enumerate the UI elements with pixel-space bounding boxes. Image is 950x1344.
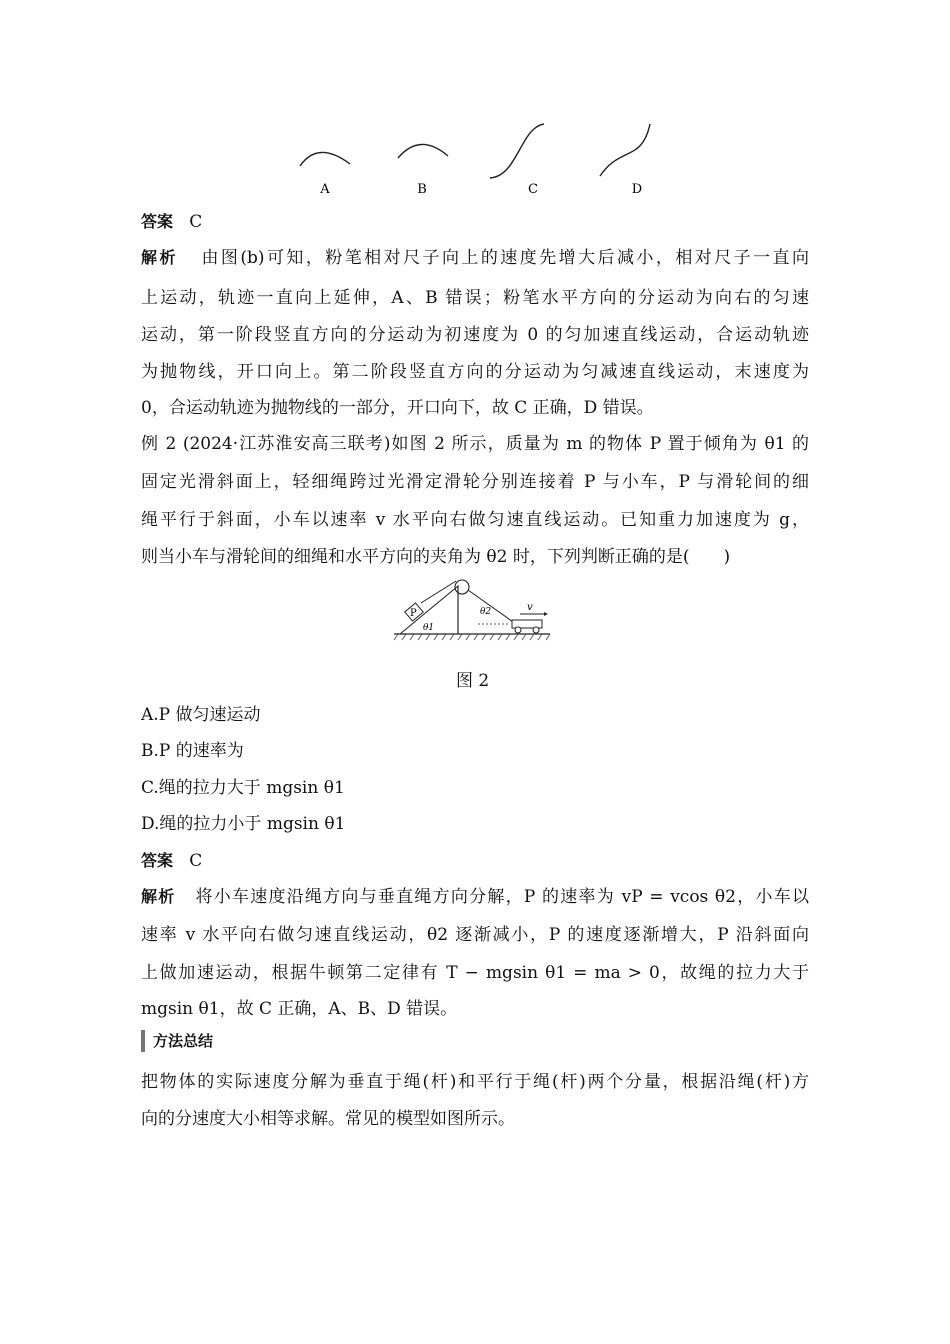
analysis-text: 将小车速度沿绳方向与垂直绳方向分解，P 的速率为 vP = vcos θ2，小车以	[195, 887, 809, 907]
example2-analysis-line-2: 速率 v 水平向右做匀速直线运动，θ2 逐渐减小，P 的速度逐渐增大，P 沿斜面向	[141, 925, 809, 945]
q1-analysis-line-3: 运动，第一阶段竖直方向的分运动为初速度为 0 的匀加速直线运动，合运动轨迹	[141, 325, 809, 345]
example2-answer	[141, 849, 813, 873]
method-line-1: 把物体的实际速度分解为垂直于绳(杆)和平行于绳(杆)两个分量，根据沿绳(杆)方	[141, 1072, 809, 1092]
curve-b	[398, 144, 448, 158]
answer-label: 答案	[141, 851, 174, 870]
example2-analysis-line-3: 上做加速运动，根据牛顿第二定律有 T − mgsin θ1 = ma > 0，故绳的拉力大于	[141, 963, 809, 983]
incline-pulley-figure	[392, 576, 552, 648]
answer-value: C	[189, 212, 203, 232]
q1-analysis-line-5: 0，合运动轨迹为抛物线的一部分，开口向下，故 C 正确，D 错误。	[141, 398, 654, 418]
curve-a	[300, 152, 350, 166]
option-b: B.P 的速率为	[141, 741, 244, 761]
analysis-text: 由图(b)可知，粉笔相对尺子向上的速度先增大后减小，相对尺子一直向	[201, 248, 809, 268]
answer-value: C	[189, 851, 203, 871]
cart	[512, 620, 542, 628]
q1-analysis-line-4: 为抛物线，开口向上。第二阶段竖直方向的分运动为匀减速直线运动，末速度为	[141, 362, 809, 382]
curve-c	[490, 124, 544, 178]
option-d: D.绳的拉力小于 mgsin θ1	[141, 814, 346, 834]
analysis-label: 解析	[141, 887, 176, 906]
curve-label-a: A	[320, 182, 330, 197]
example2-line-1: 例 2 (2024·江苏淮安高三联考)如图 2 所示，质量为 m 的物体 P 置于倾角为 θ1 的	[141, 434, 809, 454]
option-a: A.P 做匀速运动	[141, 705, 261, 725]
figure-caption: 图 2	[456, 671, 490, 691]
theta1-label: θ1	[423, 623, 435, 633]
theta2-label: θ2	[480, 607, 492, 617]
q1-analysis-line-2: 上运动，轨迹一直向上延伸，A、B 错误；粉笔水平方向的分运动为向右的匀速	[141, 288, 809, 308]
curve-label-b: B	[417, 182, 427, 197]
curve-label-c: C	[528, 182, 538, 197]
curve-label-d: D	[631, 182, 643, 197]
method-line-2: 向的分速度大小相等求解。常见的模型如图所示。	[141, 1109, 515, 1129]
velocity-label: v	[527, 602, 533, 613]
example2-analysis-line-1	[141, 885, 809, 909]
example2-analysis-line-4: mgsin θ1，故 C 正确，A、B、D 错误。	[141, 999, 458, 1019]
curve-d	[600, 124, 650, 176]
example2-line-3: 绳平行于斜面，小车以速率 v 水平向右做匀速直线运动。已知重力加速度为 g，	[141, 510, 809, 530]
method-summary-heading: 方法总结	[141, 1030, 213, 1052]
example2-line-4: 则当小车与滑轮间的细绳和水平方向的夹角为 θ2 时，下列判断正确的是( )	[141, 547, 731, 567]
q1-analysis-line-1	[141, 246, 809, 270]
block-p-label: P	[410, 608, 417, 619]
answer-label: 答案	[141, 212, 174, 231]
q1-answer	[141, 210, 813, 234]
option-c: C.绳的拉力大于 mgsin θ1	[141, 778, 345, 798]
trajectory-options-figure	[290, 118, 670, 200]
analysis-label: 解析	[141, 248, 178, 267]
example2-line-2: 固定光滑斜面上，轻细绳跨过光滑定滑轮分别连接着 P 与小车，P 与滑轮间的细	[141, 472, 809, 492]
